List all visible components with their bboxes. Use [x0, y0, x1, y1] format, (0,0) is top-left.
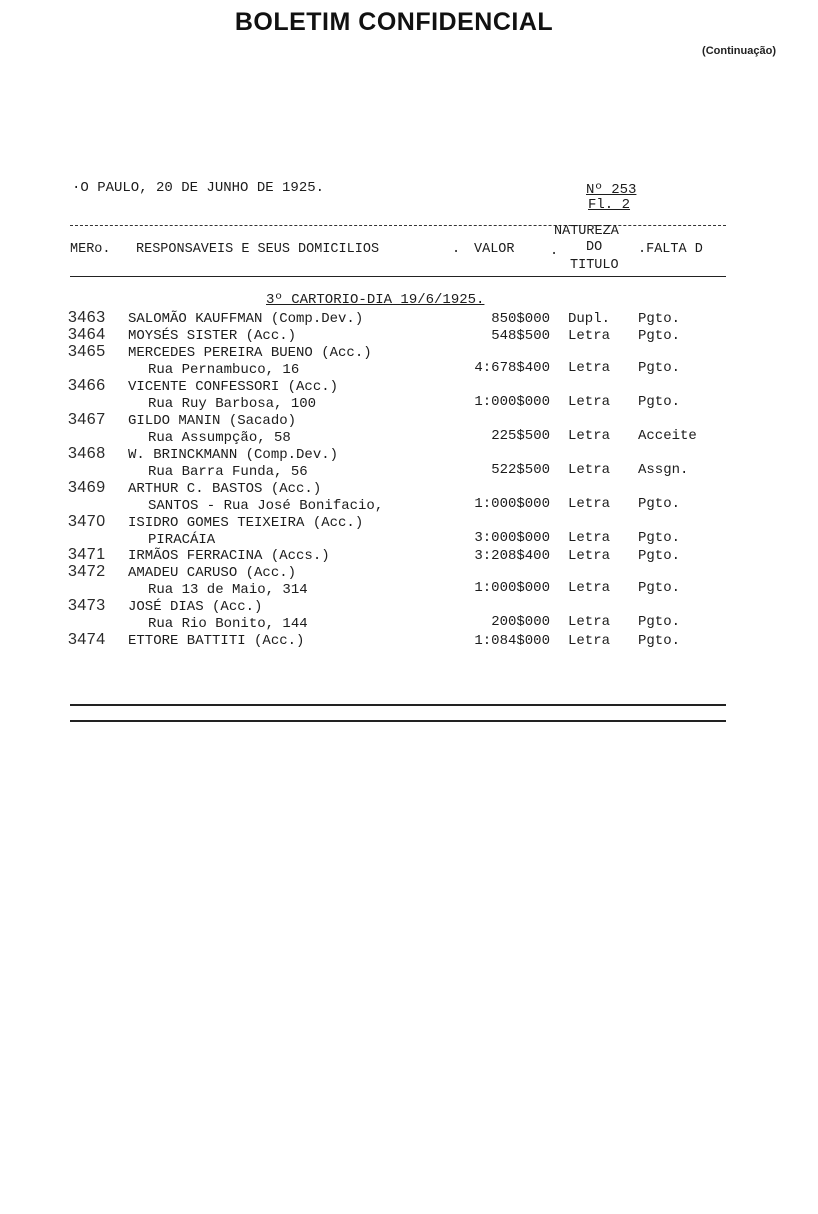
entry-address: PIRACÁIA [148, 532, 216, 548]
entry-number: 3474 [68, 631, 106, 648]
entry-number: 3465 [68, 343, 106, 360]
entry-natureza: Letra [568, 328, 611, 344]
entry-address: Rua Pernambuco, 16 [148, 362, 300, 378]
entry-natureza: Letra [568, 496, 611, 512]
entry-valor: 1:000$000 [474, 496, 550, 512]
entry-falta: Pgto. [638, 633, 681, 649]
entry-falta: Pgto. [638, 394, 681, 410]
entry-name: ARTHUR C. BASTOS (Acc.) [128, 481, 322, 497]
header-bottom-rule [70, 276, 726, 277]
entry-falta: Assgn. [638, 462, 689, 478]
entry-natureza: Dupl. [568, 311, 611, 327]
entry-falta: Pgto. [638, 328, 681, 344]
entry-address: Rua Rio Bonito, 144 [148, 616, 308, 632]
entry-natureza: Letra [568, 614, 611, 630]
entry-natureza: Letra [568, 462, 611, 478]
column-separator: . [550, 244, 559, 259]
entry-falta: Pgto. [638, 614, 681, 630]
entry-name: ISIDRO GOMES TEIXEIRA (Acc.) [128, 515, 364, 531]
entry-falta: Pgto. [638, 530, 681, 546]
entry-natureza: Letra [568, 633, 611, 649]
entry-name: MOYSÉS SISTER (Acc.) [128, 328, 297, 344]
entry-name: IRMÃOS FERRACINA (Accs.) [128, 548, 330, 564]
entry-number: 3467 [68, 411, 106, 428]
entry-natureza: Letra [568, 360, 611, 376]
entry-number: 3472 [68, 563, 106, 580]
entry-falta: Pgto. [638, 580, 681, 596]
column-separator: . [452, 242, 461, 257]
entry-natureza: Letra [568, 428, 611, 444]
footer-rule [70, 704, 726, 706]
entry-name: GILDO MANIN (Sacado) [128, 413, 297, 429]
entry-number: 3464 [68, 326, 106, 343]
entry-natureza: Letra [568, 394, 611, 410]
bulletin-number: Nº 253 [586, 182, 637, 198]
entry-valor: 4:678$400 [474, 360, 550, 376]
header-top-rule [70, 225, 726, 226]
entry-valor: 850$000 [491, 311, 550, 327]
entry-name: AMADEU CARUSO (Acc.) [128, 565, 297, 581]
entry-falta: Pgto. [638, 496, 681, 512]
column-natureza-titulo: TITULO [570, 258, 619, 273]
entry-address: Rua Barra Funda, 56 [148, 464, 308, 480]
entry-falta: Pgto. [638, 548, 681, 564]
continuation-label: (Continuação) [702, 45, 776, 57]
column-natureza: NATUREZA [554, 224, 619, 239]
entry-natureza: Letra [568, 530, 611, 546]
entry-name: W. BRINCKMANN (Comp.Dev.) [128, 447, 339, 463]
entry-valor: 3:208$400 [474, 548, 550, 564]
date-line: ·O PAULO, 20 DE JUNHO DE 1925. [72, 180, 325, 196]
entry-name: ETTORE BATTITI (Acc.) [128, 633, 305, 649]
entry-address: Rua 13 de Maio, 314 [148, 582, 308, 598]
entry-name: VICENTE CONFESSORI (Acc.) [128, 379, 339, 395]
entry-falta: Acceite [638, 428, 697, 444]
entry-number: 3463 [68, 309, 106, 326]
entry-falta: Pgto. [638, 360, 681, 376]
entry-name: JOSÉ DIAS (Acc.) [128, 599, 263, 615]
column-falta: .FALTA D [638, 242, 703, 257]
entry-name: MERCEDES PEREIRA BUENO (Acc.) [128, 345, 372, 361]
entry-valor: 1:084$000 [474, 633, 550, 649]
entry-number: 3469 [68, 479, 106, 496]
entry-number: 3468 [68, 445, 106, 462]
entry-number: 3471 [68, 546, 106, 563]
entry-natureza: Letra [568, 548, 611, 564]
entry-address: Rua Ruy Barbosa, 100 [148, 396, 317, 412]
entry-number: 3466 [68, 377, 106, 394]
entry-valor: 1:000$000 [474, 580, 550, 596]
footer-rule [70, 720, 726, 722]
entry-valor: 548$500 [491, 328, 550, 344]
entry-valor: 225$500 [491, 428, 550, 444]
column-responsaveis: RESPONSAVEIS E SEUS DOMICILIOS [136, 242, 380, 257]
entry-valor: 3:000$000 [474, 530, 550, 546]
page-title: BOLETIM CONFIDENCIAL [234, 8, 554, 36]
column-numero: MERo. [70, 242, 111, 257]
section-heading: 3º CARTORIO-DIA 19/6/1925. [266, 292, 485, 308]
entry-name: SALOMÃO KAUFFMAN (Comp.Dev.) [128, 311, 364, 327]
entry-address: SANTOS - Rua José Bonifacio, [148, 498, 384, 514]
column-natureza-do: DO [586, 240, 603, 255]
entry-number: 3473 [68, 597, 106, 614]
entry-number: 3470 [68, 513, 106, 530]
entry-valor: 1:000$000 [474, 394, 550, 410]
sheet-number: Fl. 2 [588, 197, 631, 213]
entry-natureza: Letra [568, 580, 611, 596]
entry-valor: 200$000 [491, 614, 550, 630]
entry-falta: Pgto. [638, 311, 681, 327]
entry-valor: 522$500 [491, 462, 550, 478]
column-valor: VALOR [474, 242, 515, 257]
entry-address: Rua Assumpção, 58 [148, 430, 291, 446]
